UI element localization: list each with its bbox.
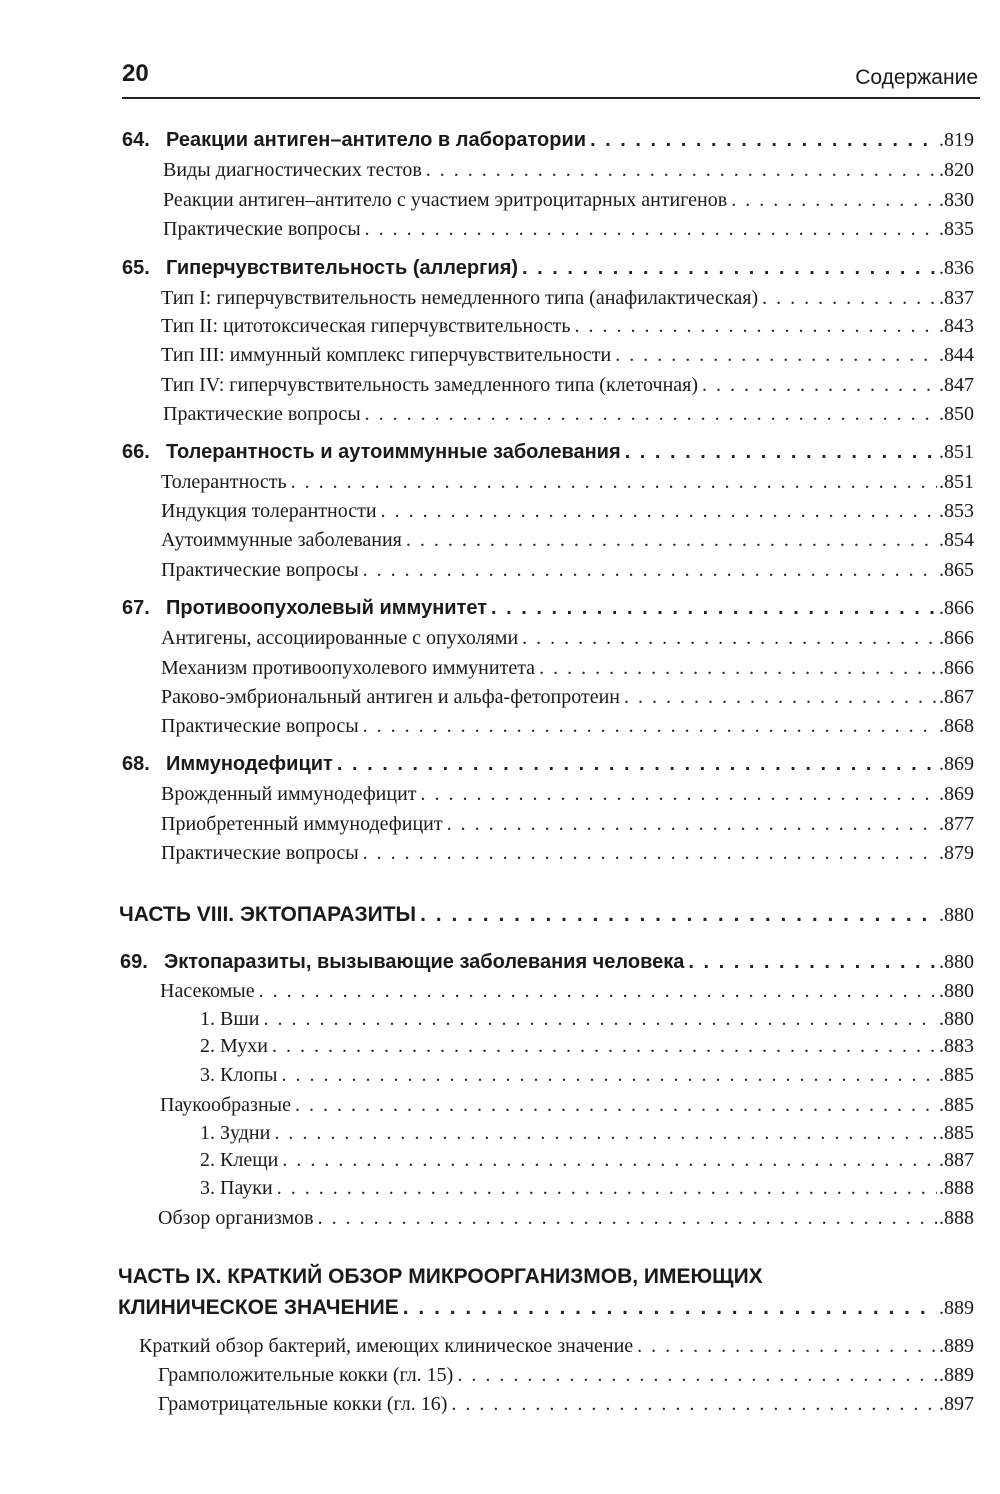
dot-leader bbox=[363, 711, 937, 741]
toc-chapter-66[interactable] bbox=[122, 437, 974, 467]
entry-title: Грамположительные кокки (гл. 15) bbox=[158, 1364, 454, 1386]
entry-title: Практические вопросы bbox=[161, 842, 359, 864]
dot-leader bbox=[625, 437, 937, 467]
chapter-number: 65. bbox=[122, 257, 150, 279]
toc-chapter-64[interactable] bbox=[122, 125, 974, 155]
dot-leader bbox=[539, 653, 937, 683]
entry-title: Практические вопросы bbox=[161, 559, 359, 581]
entry-title: Практические вопросы bbox=[161, 715, 359, 737]
entry-title: Раково-эмбриональный антиген и альфа-фетопротеин bbox=[161, 686, 620, 708]
page-ref: .879 bbox=[939, 842, 974, 864]
running-title: Содержание bbox=[855, 66, 978, 89]
entry-title: 2. Клещи bbox=[200, 1149, 279, 1171]
toc-entry[interactable] bbox=[161, 711, 974, 741]
page-ref: .851 bbox=[939, 471, 974, 493]
toc-entry[interactable] bbox=[200, 1004, 974, 1034]
entry-title: Аутоиммунные заболевания bbox=[161, 529, 402, 551]
chapter-title: Реакции антиген–антитело в лаборатории bbox=[166, 129, 587, 151]
page-ref: .885 bbox=[939, 1094, 974, 1116]
dot-leader bbox=[420, 900, 937, 930]
toc-entry[interactable] bbox=[161, 283, 974, 313]
chapter-number: 69. bbox=[120, 951, 148, 973]
toc-entry[interactable] bbox=[161, 467, 974, 497]
toc-entry[interactable] bbox=[163, 214, 974, 244]
toc-entry[interactable] bbox=[161, 340, 974, 370]
page-ref: .869 bbox=[939, 753, 974, 775]
dot-leader bbox=[381, 496, 937, 526]
dot-leader bbox=[406, 525, 937, 555]
dot-leader bbox=[282, 1145, 937, 1175]
dot-leader bbox=[274, 1118, 937, 1148]
chapter-title: Противоопухолевый иммунитет bbox=[166, 597, 488, 619]
toc-entry[interactable] bbox=[161, 311, 974, 341]
toc-entry[interactable] bbox=[161, 838, 974, 868]
dot-leader bbox=[337, 749, 937, 779]
page-ref: .865 bbox=[939, 559, 974, 581]
chapter-title: Иммунодефицит bbox=[166, 753, 333, 775]
page-ref: .850 bbox=[939, 403, 974, 425]
page-ref: .885 bbox=[939, 1064, 974, 1086]
toc-chapter-65[interactable] bbox=[122, 253, 974, 283]
page-ref: .836 bbox=[939, 257, 974, 279]
toc-part-8[interactable] bbox=[119, 900, 974, 930]
page-ref: .853 bbox=[939, 500, 974, 522]
chapter-number: 67. bbox=[122, 597, 150, 619]
page-ref: .880 bbox=[939, 904, 974, 926]
entry-title: Толерантность bbox=[161, 471, 287, 493]
dot-leader bbox=[365, 399, 937, 429]
toc-entry[interactable] bbox=[161, 779, 974, 809]
page-ref: .844 bbox=[939, 344, 974, 366]
entry-title: 3. Пауки bbox=[200, 1177, 273, 1199]
dot-leader bbox=[702, 370, 937, 400]
dot-leader bbox=[426, 155, 937, 185]
page-header bbox=[122, 58, 978, 94]
toc-entry[interactable] bbox=[200, 1060, 974, 1090]
page-ref: .854 bbox=[939, 529, 974, 551]
page-ref: .880 bbox=[939, 951, 974, 973]
toc-part-9-title-line1[interactable]: ЧАСТЬ IX. КРАТКИЙ ОБЗОР МИКРООРГАНИЗМОВ, ИМЕЮЩИХ bbox=[118, 1265, 763, 1288]
page-ref: .866 bbox=[939, 657, 974, 679]
page-ref: .880 bbox=[939, 980, 974, 1002]
page-ref: .888 bbox=[939, 1207, 974, 1229]
page-ref: .868 bbox=[939, 715, 974, 737]
page-ref: .830 bbox=[939, 189, 974, 211]
part-title: КЛИНИЧЕСКОЕ ЗНАЧЕНИЕ bbox=[118, 1296, 399, 1319]
toc-entry[interactable] bbox=[158, 1203, 974, 1233]
entry-title: Индукция толерантности bbox=[161, 500, 377, 522]
page-ref: .880 bbox=[939, 1008, 974, 1030]
entry-title: Тип II: цитотоксическая гиперчувствительность bbox=[161, 315, 571, 337]
dot-leader bbox=[447, 809, 937, 839]
chapter-title: Гиперчувствительность (аллергия) bbox=[166, 257, 519, 279]
toc-entry[interactable] bbox=[160, 1090, 974, 1120]
toc-entry[interactable] bbox=[163, 155, 974, 185]
entry-title: Виды диагностических тестов bbox=[163, 159, 422, 181]
page-ref: .877 bbox=[939, 813, 974, 835]
page-ref: .885 bbox=[939, 1122, 974, 1144]
page-ref: .866 bbox=[939, 597, 974, 619]
dot-leader bbox=[277, 1173, 937, 1203]
entry-title: Реакции антиген–антитело с участием эритроцитарных антигенов bbox=[163, 189, 728, 211]
entry-title: Тип I: гиперчувствительность немедленного типа (анафилактическая) bbox=[161, 287, 759, 309]
entry-title: Механизм противоопухолевого иммунитета bbox=[161, 657, 536, 679]
toc-entry[interactable] bbox=[161, 496, 974, 526]
toc-entry[interactable] bbox=[163, 399, 974, 429]
toc-entry[interactable] bbox=[200, 1031, 974, 1061]
toc-chapter-67[interactable] bbox=[122, 593, 974, 623]
chapter-number: 64. bbox=[122, 129, 150, 151]
dot-leader bbox=[295, 1090, 937, 1120]
entry-title: Приобретенный иммунодефицит bbox=[161, 813, 443, 835]
entry-title: Обзор организмов bbox=[158, 1207, 314, 1229]
dot-leader bbox=[590, 125, 937, 155]
page-ref: .889 bbox=[939, 1297, 974, 1319]
page-ref: .889 bbox=[939, 1364, 974, 1386]
toc-entry[interactable] bbox=[161, 682, 974, 712]
entry-title: Краткий обзор бактерий, имеющих клиническое значение bbox=[139, 1335, 634, 1357]
page-ref: .835 bbox=[939, 218, 974, 240]
entry-title: Грамотрицательные кокки (гл. 16) bbox=[158, 1393, 448, 1415]
dot-leader bbox=[318, 1203, 937, 1233]
dot-leader bbox=[522, 253, 937, 283]
dot-leader bbox=[272, 1031, 937, 1061]
dot-leader bbox=[731, 185, 937, 215]
page-ref: .897 bbox=[939, 1393, 974, 1415]
toc-entry[interactable] bbox=[161, 525, 974, 555]
dot-leader bbox=[281, 1060, 937, 1090]
entry-title: Паукообразные bbox=[160, 1094, 291, 1116]
header-divider bbox=[122, 97, 980, 99]
toc-part-9[interactable] bbox=[118, 1293, 974, 1323]
page-ref: .866 bbox=[939, 627, 974, 649]
chapter-number: 68. bbox=[122, 753, 150, 775]
toc-entry[interactable] bbox=[161, 555, 974, 585]
page-ref: .837 bbox=[939, 287, 974, 309]
toc-chapter-69[interactable] bbox=[120, 947, 974, 977]
dot-leader bbox=[259, 976, 937, 1006]
entry-title: Насекомые bbox=[160, 980, 255, 1002]
dot-leader bbox=[615, 340, 937, 370]
entry-title: Антигены, ассоциированные с опухолями bbox=[161, 627, 519, 649]
chapter-number: 66. bbox=[122, 441, 150, 463]
dot-leader bbox=[522, 623, 937, 653]
page-ref: .851 bbox=[939, 441, 974, 463]
page-ref: .843 bbox=[939, 315, 974, 337]
dot-leader bbox=[263, 1004, 937, 1034]
toc-entry[interactable] bbox=[200, 1145, 974, 1175]
dot-leader bbox=[491, 593, 937, 623]
page-ref: .887 bbox=[939, 1149, 974, 1171]
dot-leader bbox=[451, 1389, 937, 1419]
dot-leader bbox=[624, 682, 937, 712]
toc-entry[interactable] bbox=[161, 623, 974, 653]
page-ref: .889 bbox=[939, 1335, 974, 1357]
page-ref: .888 bbox=[939, 1177, 974, 1199]
entry-title: Практические вопросы bbox=[163, 403, 361, 425]
entry-title: 1. Зудни bbox=[200, 1122, 271, 1144]
dot-leader bbox=[363, 838, 937, 868]
part-title: ЧАСТЬ VIII. ЭКТОПАРАЗИТЫ bbox=[119, 903, 417, 926]
dot-leader bbox=[688, 947, 937, 977]
toc-entry[interactable] bbox=[161, 653, 974, 683]
toc-entry[interactable] bbox=[200, 1118, 974, 1148]
chapter-title: Толерантность и аутоиммунные заболевания bbox=[166, 441, 621, 463]
toc-entry[interactable] bbox=[163, 185, 974, 215]
dot-leader bbox=[291, 467, 937, 497]
toc-entry[interactable] bbox=[158, 1360, 974, 1390]
toc-entry[interactable] bbox=[161, 370, 974, 400]
entry-title: Тип IV: гиперчувствительность замедленного типа (клеточная) bbox=[161, 374, 699, 396]
chapter-title: Эктопаразиты, вызывающие заболевания человека bbox=[164, 951, 685, 973]
toc-entry[interactable] bbox=[200, 1173, 974, 1203]
page-number: 20 bbox=[122, 60, 149, 87]
entry-title: 3. Клопы bbox=[200, 1064, 278, 1086]
toc-entry[interactable] bbox=[158, 1389, 974, 1419]
dot-leader bbox=[365, 214, 937, 244]
dot-leader bbox=[457, 1360, 937, 1390]
dot-leader bbox=[363, 555, 937, 585]
dot-leader bbox=[637, 1331, 937, 1361]
dot-leader bbox=[421, 779, 937, 809]
entry-title: 1. Вши bbox=[200, 1008, 260, 1030]
page-ref: .820 bbox=[939, 159, 974, 181]
toc-entry[interactable] bbox=[160, 976, 974, 1006]
dot-leader bbox=[762, 283, 937, 313]
toc-entry[interactable] bbox=[139, 1331, 974, 1361]
entry-title: Тип III: иммунный комплекс гиперчувствительности bbox=[161, 344, 612, 366]
page-ref: .847 bbox=[939, 374, 974, 396]
page-ref: .883 bbox=[939, 1035, 974, 1057]
dot-leader bbox=[575, 311, 938, 341]
dot-leader bbox=[403, 1293, 937, 1323]
page-ref: .867 bbox=[939, 686, 974, 708]
entry-title: 2. Мухи bbox=[200, 1035, 268, 1057]
toc-entry[interactable] bbox=[161, 809, 974, 839]
page-ref: .819 bbox=[939, 129, 974, 151]
entry-title: Врожденный иммунодефицит bbox=[161, 783, 417, 805]
entry-title: Практические вопросы bbox=[163, 218, 361, 240]
page-ref: .869 bbox=[939, 783, 974, 805]
toc-chapter-68[interactable] bbox=[122, 749, 974, 779]
